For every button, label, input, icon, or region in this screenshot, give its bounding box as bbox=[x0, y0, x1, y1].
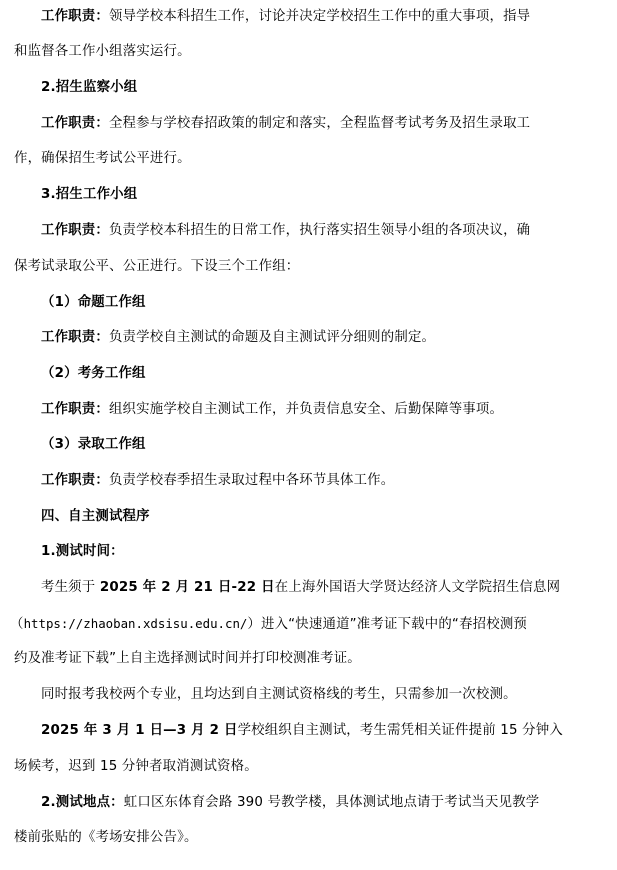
work-group-heading: 3.招生工作小组 bbox=[41, 187, 138, 202]
leader-duty-text: 领导学校本科招生工作，讨论并决定学校招生工作中的重大事项，指导 bbox=[108, 9, 531, 24]
duty-label: 工作职责： bbox=[41, 223, 109, 238]
duty-label: 工作职责： bbox=[41, 116, 109, 131]
test-date-text: 学校组织自主测试，考生需凭相关证件提前 15 分钟入 bbox=[237, 723, 563, 738]
test-date-line-2: 场候考，迟到 15 分钟者取消测试资格。 bbox=[14, 759, 258, 774]
duty-label: 工作职责： bbox=[41, 9, 109, 24]
proposition-duty-line bbox=[0, 329, 617, 347]
download-date: 2025 年 2 月 21 日-22 日 bbox=[99, 580, 275, 595]
test-time-suffix: 在上海外国语大学贤达经济人文学院招生信息网 bbox=[274, 580, 561, 595]
supervision-group-heading: 2.招生监察小组 bbox=[41, 80, 138, 95]
admission-duty-text: 负责学校春季招生录取过程中各环节具体工作。 bbox=[108, 473, 395, 488]
proposition-duty-text: 负责学校自主测试的命题及自主测试评分细则的制定。 bbox=[108, 330, 436, 345]
leader-duty-line-1 bbox=[0, 8, 617, 26]
duty-label: 工作职责： bbox=[41, 330, 109, 345]
test-time-heading: 1.测试时间： bbox=[41, 544, 124, 559]
dual-major-note: 同时报考我校两个专业，且均达到自主测试资格线的考生，只需参加一次校测。 bbox=[41, 687, 517, 702]
admission-duty-line bbox=[0, 472, 617, 490]
test-location-label: 2.测试地点： bbox=[41, 795, 124, 810]
test-time-prefix: 考生须于 bbox=[41, 580, 100, 595]
admission-site-url: https://zhaoban.xdsisu.edu.cn/ bbox=[23, 616, 248, 631]
exam-affairs-duty-text: 组织实施学校自主测试工作，并负责信息安全、后勤保障等事项。 bbox=[108, 402, 504, 417]
duty-label: 工作职责： bbox=[41, 473, 109, 488]
leader-duty-line-2: 和监督各工作小组落实运行。 bbox=[14, 44, 191, 59]
test-time-line-2-text: ）进入“快速通道”准考证下载中的“春招校测预 bbox=[247, 617, 528, 632]
admission-group-heading: （3）录取工作组 bbox=[41, 437, 146, 452]
exam-affairs-group-heading: （2）考务工作组 bbox=[41, 366, 146, 381]
test-time-line-1 bbox=[0, 579, 617, 597]
paren-open: （ bbox=[10, 617, 24, 632]
test-date: 2025 年 3 月 1 日—3 月 2 日 bbox=[41, 723, 238, 738]
test-time-line-3: 约及准考证下载”上自主选择测试时间并打印校测准考证。 bbox=[14, 651, 361, 666]
supervision-duty-line-2: 作，确保招生考试公平进行。 bbox=[14, 151, 191, 166]
duty-label: 工作职责： bbox=[41, 402, 109, 417]
work-duty-line-2: 保考试录取公平、公正进行。下设三个工作组： bbox=[14, 259, 300, 274]
supervision-duty-line-1 bbox=[0, 115, 617, 133]
test-location-line-2: 楼前张贴的《考场安排公告》。 bbox=[14, 830, 198, 845]
test-date-line-1 bbox=[0, 722, 617, 740]
test-location-line-1 bbox=[0, 794, 617, 812]
proposition-group-heading: （1）命题工作组 bbox=[41, 295, 146, 310]
section-4-heading: 四、自主测试程序 bbox=[41, 509, 150, 524]
supervision-duty-text: 全程参与学校春招政策的制定和落实，全程监督考试考务及招生录取工 bbox=[108, 116, 531, 131]
exam-affairs-duty-line bbox=[0, 401, 617, 419]
test-location-text: 虹口区东体育会路 390 号教学楼，具体测试地点请于考试当天见教学 bbox=[123, 795, 540, 810]
test-time-line-2 bbox=[0, 615, 617, 634]
work-duty-text: 负责学校本科招生的日常工作，执行落实招生领导小组的各项决议，确 bbox=[108, 223, 531, 238]
work-duty-line-1 bbox=[0, 222, 617, 240]
